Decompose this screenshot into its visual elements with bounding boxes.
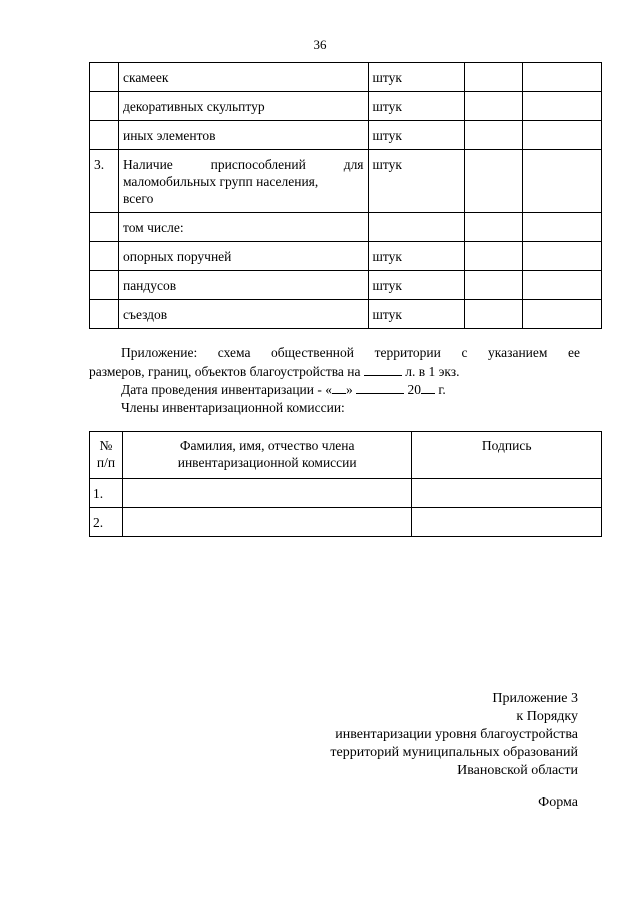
row-value-cell[interactable] (465, 63, 523, 92)
row-number (90, 213, 119, 242)
row-unit: штук (368, 300, 465, 329)
row-name-line: маломобильных групп населения, (122, 174, 319, 189)
row-number (90, 121, 119, 150)
row-unit: штук (368, 121, 465, 150)
header-name-line: Фамилия, имя, отчество члена (179, 438, 355, 453)
row-note-cell[interactable] (523, 271, 602, 300)
table-header-row (90, 432, 602, 479)
row-unit: штук (368, 271, 465, 300)
row-number (90, 63, 119, 92)
row-number (90, 300, 119, 329)
row-number (90, 242, 119, 271)
appendix-text-fragment: Дата проведения инвентаризации - « (121, 382, 332, 397)
row-name: декоративных скульптур (118, 92, 368, 121)
header-number-line: № (99, 438, 113, 453)
header-name (122, 432, 411, 479)
appendix-line: Приложение: схема общественной территории с указанием ее (121, 345, 580, 360)
appendix-text (89, 344, 580, 416)
signature-cell[interactable] (412, 479, 602, 508)
header-number-line: п/п (96, 455, 116, 470)
row-number: 1. (90, 479, 123, 508)
table-row (90, 508, 602, 537)
row-name: пандусов (118, 271, 368, 300)
year-blank[interactable] (421, 380, 435, 394)
table-row (90, 150, 602, 213)
appendix-text-fragment: л. в 1 экз. (405, 363, 460, 379)
row-name-line: Наличие приспособлений для (122, 157, 364, 172)
row-note-cell[interactable] (523, 121, 602, 150)
page-number: 36 (313, 37, 327, 52)
row-value-cell[interactable] (465, 121, 523, 150)
member-name-cell[interactable] (122, 508, 411, 537)
row-name: иных элементов (118, 121, 368, 150)
row-name: скамеек (118, 63, 368, 92)
member-name-cell[interactable] (122, 479, 411, 508)
appendix-header-line: инвентаризации уровня благоустройства (335, 727, 578, 742)
appendix-text-fragment: » (346, 382, 353, 397)
row-name: съездов (118, 300, 368, 329)
appendix-header-line: Приложение 3 (492, 691, 578, 706)
sheet-count-blank[interactable] (364, 362, 402, 376)
row-unit: штук (368, 63, 465, 92)
appendix-header-line: к Порядку (516, 709, 578, 724)
appendix-header-line: Ивановской области (457, 763, 578, 778)
row-value-cell[interactable] (465, 92, 523, 121)
commission-table (89, 431, 602, 537)
row-value-cell[interactable] (465, 213, 523, 242)
table-row (90, 479, 602, 508)
row-value-cell[interactable] (465, 150, 523, 213)
appendix-text-fragment: г. (438, 382, 446, 397)
table-row (90, 63, 602, 92)
row-number (90, 271, 119, 300)
row-value-cell[interactable] (465, 242, 523, 271)
header-name-line: инвентаризационной комиссии (177, 455, 357, 470)
row-unit: штук (368, 150, 465, 213)
form-label: Форма (538, 795, 578, 810)
row-note-cell[interactable] (523, 213, 602, 242)
table-row (90, 271, 602, 300)
row-name (118, 150, 368, 213)
row-note-cell[interactable] (523, 63, 602, 92)
table-row (90, 300, 602, 329)
signature-cell[interactable] (412, 508, 602, 537)
header-signature: Подпись (412, 432, 602, 479)
appendix-line (89, 362, 580, 381)
inventory-table (89, 62, 602, 329)
table-row (90, 92, 602, 121)
row-note-cell[interactable] (523, 92, 602, 121)
row-number: 3. (90, 150, 119, 213)
header-number (90, 432, 123, 479)
row-unit (368, 213, 465, 242)
table-row (90, 213, 602, 242)
row-number (90, 92, 119, 121)
appendix-text-fragment: размеров, границ, объектов благоустройства на (89, 363, 361, 379)
row-unit: штук (368, 242, 465, 271)
row-value-cell[interactable] (465, 271, 523, 300)
row-name: том числе: (118, 213, 368, 242)
appendix-header-line: территорий муниципальных образований (330, 745, 578, 760)
day-blank[interactable] (332, 380, 346, 394)
row-name-line: всего (122, 191, 154, 206)
table-row (90, 121, 602, 150)
row-note-cell[interactable] (523, 242, 602, 271)
table-row (90, 242, 602, 271)
row-value-cell[interactable] (465, 300, 523, 329)
appendix-line (89, 380, 580, 399)
month-blank[interactable] (356, 380, 404, 394)
row-unit: штук (368, 92, 465, 121)
appendix-line: Члены инвентаризационной комиссии: (121, 399, 345, 415)
row-number: 2. (90, 508, 123, 537)
row-name: опорных поручней (118, 242, 368, 271)
appendix-text-fragment: 20 (407, 382, 421, 397)
appendix-header-block (330, 690, 578, 780)
row-note-cell[interactable] (523, 150, 602, 213)
row-note-cell[interactable] (523, 300, 602, 329)
